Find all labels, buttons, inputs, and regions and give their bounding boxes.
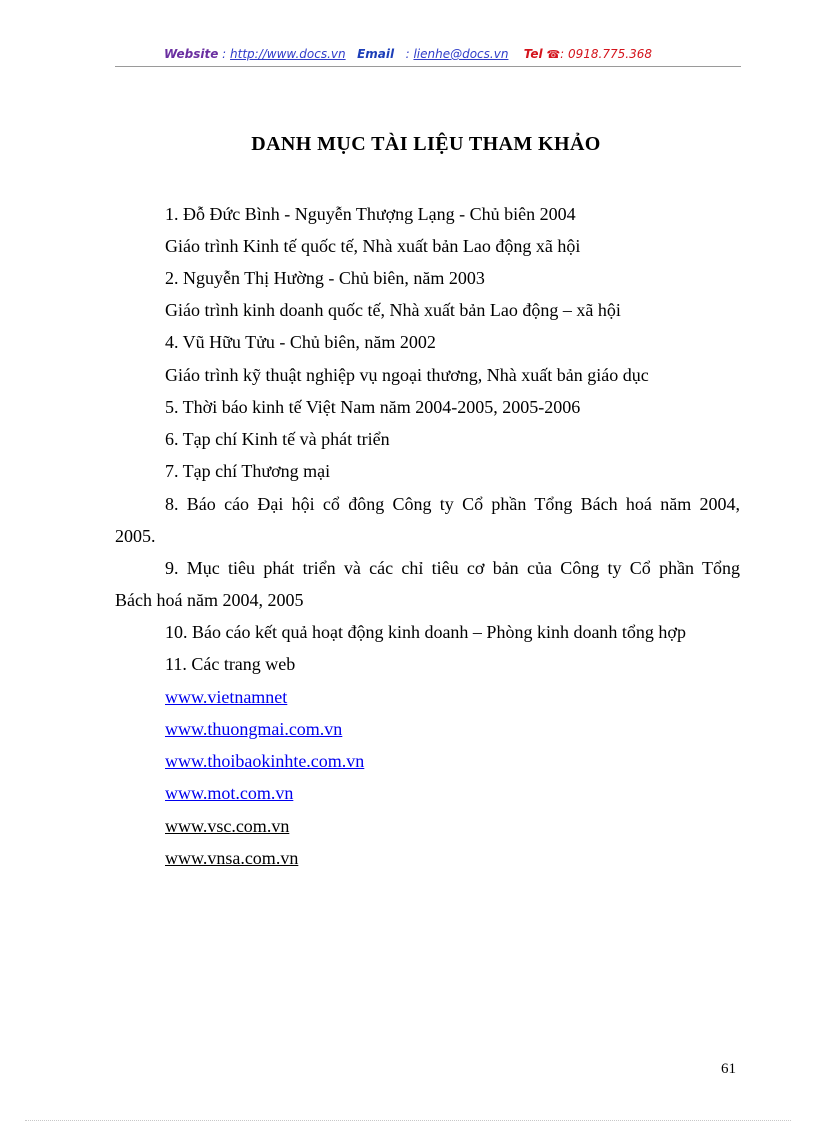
- ref-11: 11. Các trang web: [165, 654, 296, 674]
- ref-6: 6. Tạp chí Kinh tế và phát triển: [165, 429, 390, 449]
- header-divider: [115, 66, 741, 67]
- website-link-vnsa[interactable]: www.vnsa.com.vn: [165, 848, 299, 868]
- ref-2-author: 2. Nguyễn Thị Hường - Chủ biên, năm 2003: [165, 268, 485, 288]
- ref-7: 7. Tạp chí Thương mại: [165, 461, 331, 481]
- phone-icon: ☎: [546, 48, 561, 61]
- page-title: DANH MỤC TÀI LIỆU THAM KHẢO: [251, 133, 601, 155]
- ref-8-line-2: 2005.: [115, 526, 156, 546]
- email-link[interactable]: lienhe@docs.vn: [413, 47, 509, 61]
- ref-1-title: Giáo trình Kinh tế quốc tế, Nhà xuất bản Lao động xã hội: [165, 236, 581, 256]
- ref-2-title: Giáo trình kinh doanh quốc tế, Nhà xuất bản Lao động – xã hội: [165, 300, 621, 320]
- ref-10: 10. Báo cáo kết quả hoạt động kinh doanh – Phòng kinh doanh tổng hợp: [165, 622, 686, 642]
- website-link-thoibaokinhte[interactable]: www.thoibaokinhte.com.vn: [165, 751, 365, 771]
- tel-label: Tel: [523, 47, 543, 61]
- tel-value: 0918.775.368: [568, 47, 652, 61]
- website-link-mot[interactable]: www.mot.com.vn: [165, 783, 294, 803]
- website-link-vietnamnet[interactable]: www.vietnamnet: [165, 687, 288, 707]
- website-link-vsc[interactable]: www.vsc.com.vn: [165, 816, 290, 836]
- ref-4-author: 4. Vũ Hữu Tửu - Chủ biên, năm 2002: [165, 332, 436, 352]
- ref-1-author: 1. Đỗ Đức Bình - Nguyễn Thượng Lạng - Chủ biên 2004: [165, 204, 576, 224]
- website-link-thuongmai[interactable]: www.thuongmai.com.vn: [165, 719, 343, 739]
- page-header: Website : http://www.docs.vn Email : lienhe@docs.vn Tel ☎: 0918.775.368: [164, 47, 652, 61]
- website-link[interactable]: http://www.docs.vn: [230, 47, 346, 61]
- website-label: Website: [164, 47, 219, 61]
- footer-divider: [25, 1120, 791, 1121]
- ref-9-line-2: Bách hoá năm 2004, 2005: [115, 590, 304, 610]
- ref-5: 5. Thời báo kinh tế Việt Nam năm 2004-2005, 2005-2006: [165, 397, 581, 417]
- ref-8-line-1: 8. Báo cáo Đại hội cổ đông Công ty Cổ phần Tổng Bách hoá năm 2004,: [165, 494, 740, 514]
- ref-9-line-1: 9. Mục tiêu phát triển và các chỉ tiêu cơ bản của Công ty Cổ phần Tổng: [165, 558, 740, 578]
- page-number: 61: [721, 1061, 736, 1077]
- email-label: Email: [357, 47, 395, 61]
- ref-4-title: Giáo trình kỹ thuật nghiệp vụ ngoại thương, Nhà xuất bản giáo dục: [165, 365, 649, 385]
